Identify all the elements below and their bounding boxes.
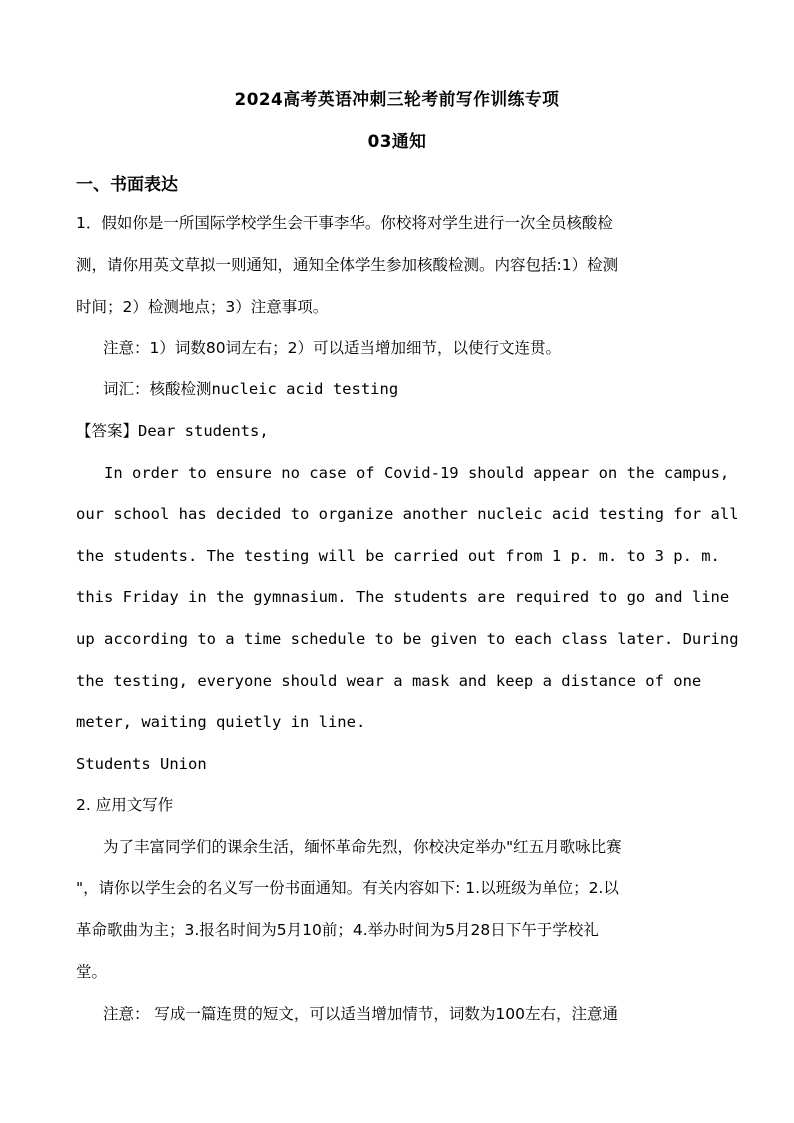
answer-line-1: In order to ensure no case of Covid-19 should appear on the campus, (104, 464, 730, 482)
answer-label: 【答案】 (76, 422, 139, 440)
document-subtitle: 03通知 (367, 131, 427, 151)
answer-signature: Students Union (76, 755, 207, 773)
q2-line-4: 堂。 (76, 963, 108, 981)
q2-note: 注意： 写成一篇连贯的短文，可以适当增加情节，词数为100左右，注意通 (103, 1005, 619, 1023)
q1-vocab-term: nucleic acid testing (211, 380, 399, 398)
q2-line-2: "，请你以学生会的名义写一份书面通知。有关内容如下: 1.以班级为单位；2.以 (76, 879, 619, 897)
q2-line-1: 为了丰富同学们的课余生活，缅怀革命先烈，你校决定举办"红五月歌咏比赛 (103, 838, 622, 856)
answer-greeting-line (76, 420, 269, 442)
answer-line-2: our school has decided to organize another nucleic acid testing for all (76, 505, 739, 523)
document-title: 2024高考英语冲刺三轮考前写作训练专项 (234, 89, 560, 109)
q1-line-2: 测，请你用英文草拟一则通知，通知全体学生参加核酸检测。内容包括:1）检测 (76, 256, 619, 274)
q2-heading: 2. 应用文写作 (76, 796, 174, 814)
q1-vocab (103, 378, 398, 400)
answer-line-7: meter, waiting quietly in line. (76, 713, 366, 731)
answer-line-6: the testing, everyone should wear a mask and keep a distance of one (76, 672, 702, 690)
q1-line-1: 1．假如你是一所国际学校学生会干事李华。你校将对学生进行一次全员核酸检 (76, 214, 613, 232)
q1-line-3: 时间；2）检测地点；3）注意事项。 (76, 298, 329, 316)
answer-line-4: this Friday in the gymnasium. The students are required to go and line (76, 588, 730, 606)
section-heading-writing: 一、书面表达 (76, 175, 178, 195)
q1-vocab-label: 词汇：核酸检测 (103, 380, 212, 398)
answer-line-5: up according to a time schedule to be given to each class later. During (76, 630, 739, 648)
q1-note: 注意：1）词数80词左右；2）可以适当增加细节，以使行文连贯。 (103, 339, 561, 357)
answer-greeting: Dear students, (138, 422, 269, 440)
q2-line-3: 革命歌曲为主；3.报名时间为5月10前；4.举办时间为5月28日下午于学校礼 (76, 921, 599, 939)
answer-line-3: the students. The testing will be carried out from 1 p. m. to 3 p. m. (76, 547, 720, 565)
